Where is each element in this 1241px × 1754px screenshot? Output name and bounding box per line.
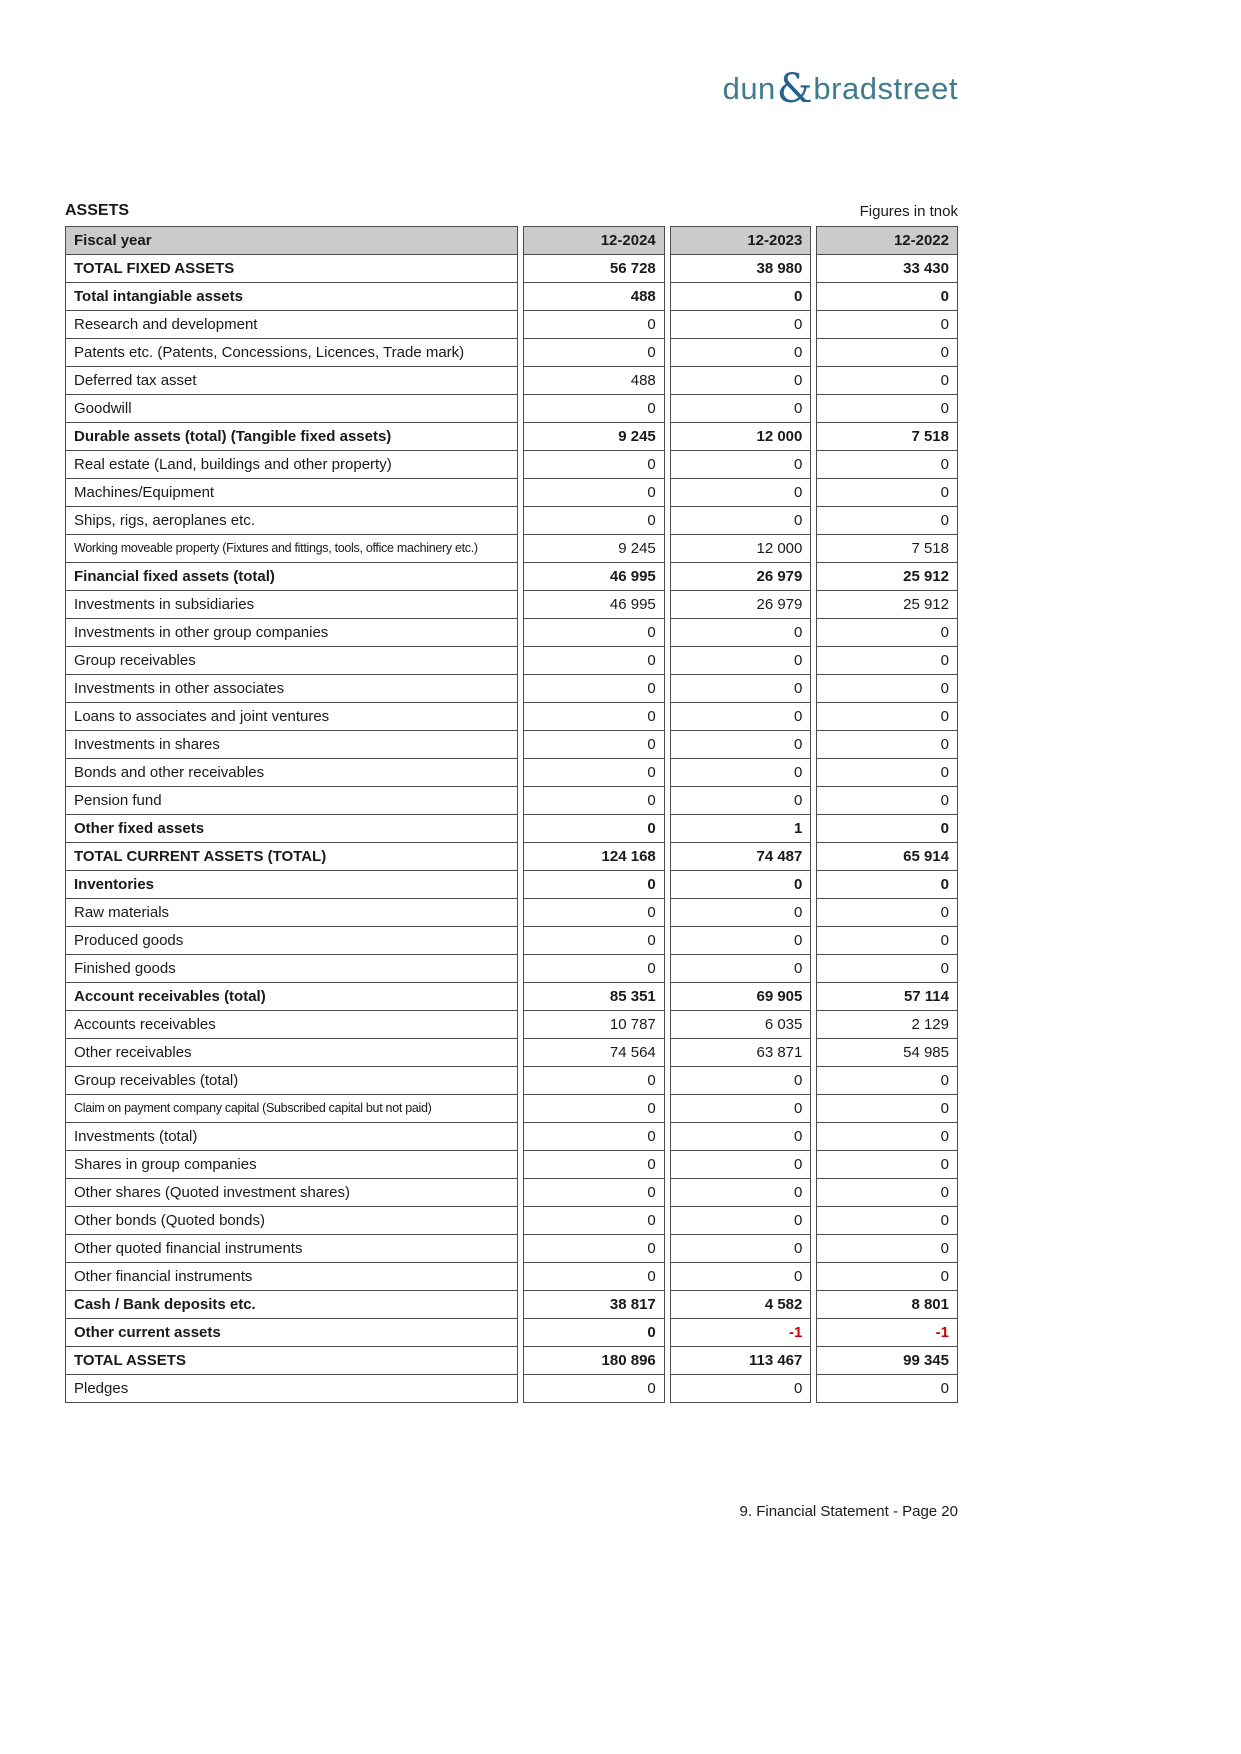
row-value: 10 787 — [523, 1011, 665, 1039]
row-value: 0 — [816, 1263, 958, 1291]
table-row — [65, 1011, 958, 1039]
table-row — [65, 1319, 958, 1347]
table-row — [65, 367, 958, 395]
row-label: TOTAL ASSETS — [65, 1347, 518, 1375]
logo-ampersand-icon: & — [776, 66, 813, 112]
row-value: 6 035 — [670, 1011, 812, 1039]
row-label: TOTAL CURRENT ASSETS (TOTAL) — [65, 843, 518, 871]
row-label: Patents etc. (Patents, Concessions, Licences, Trade mark) — [65, 339, 518, 367]
row-value: 65 914 — [816, 843, 958, 871]
table-row — [65, 1039, 958, 1067]
row-label: Investments (total) — [65, 1123, 518, 1151]
row-label: Shares in group companies — [65, 1151, 518, 1179]
row-label: Inventories — [65, 871, 518, 899]
row-value: 0 — [523, 1375, 665, 1403]
row-value: 0 — [523, 759, 665, 787]
row-value: 0 — [670, 1179, 812, 1207]
row-value: 0 — [523, 787, 665, 815]
table-row — [65, 395, 958, 423]
table-row — [65, 1263, 958, 1291]
row-value: 0 — [816, 1123, 958, 1151]
row-value: 0 — [523, 507, 665, 535]
row-label: Other bonds (Quoted bonds) — [65, 1207, 518, 1235]
table-row — [65, 507, 958, 535]
table-row — [65, 479, 958, 507]
row-value: 0 — [670, 1067, 812, 1095]
row-value: 0 — [670, 283, 812, 311]
row-label: Bonds and other receivables — [65, 759, 518, 787]
row-label: Real estate (Land, buildings and other property) — [65, 451, 518, 479]
row-value: 488 — [523, 367, 665, 395]
row-value: 0 — [670, 955, 812, 983]
col-header-12-2022: 12-2022 — [816, 226, 958, 255]
row-value: 0 — [816, 479, 958, 507]
row-value: 8 801 — [816, 1291, 958, 1319]
row-label: Machines/Equipment — [65, 479, 518, 507]
row-value: 124 168 — [523, 843, 665, 871]
row-label: Group receivables — [65, 647, 518, 675]
row-label: TOTAL FIXED ASSETS — [65, 255, 518, 283]
assets-table — [60, 226, 963, 1403]
row-value: 0 — [816, 311, 958, 339]
row-value: 113 467 — [670, 1347, 812, 1375]
row-value: 0 — [670, 1235, 812, 1263]
row-label: Working moveable property (Fixtures and fittings, tools, office machinery etc.) — [65, 535, 518, 563]
row-label: Other shares (Quoted investment shares) — [65, 1179, 518, 1207]
table-row — [65, 647, 958, 675]
row-value: 0 — [816, 1207, 958, 1235]
table-row — [65, 1067, 958, 1095]
figures-unit-note: Figures in tnok — [859, 203, 958, 220]
row-value: 0 — [670, 759, 812, 787]
row-label: Cash / Bank deposits etc. — [65, 1291, 518, 1319]
table-row — [65, 1123, 958, 1151]
row-label: Financial fixed assets (total) — [65, 563, 518, 591]
row-value: 0 — [816, 507, 958, 535]
row-value: 0 — [523, 647, 665, 675]
row-label: Other fixed assets — [65, 815, 518, 843]
col-header-12-2024: 12-2024 — [523, 226, 665, 255]
row-value: 0 — [670, 339, 812, 367]
row-value: 38 817 — [523, 1291, 665, 1319]
row-value: 0 — [816, 871, 958, 899]
row-value: 54 985 — [816, 1039, 958, 1067]
table-row — [65, 283, 958, 311]
row-value: 0 — [816, 815, 958, 843]
row-label: Investments in other associates — [65, 675, 518, 703]
table-row — [65, 1291, 958, 1319]
row-value: 0 — [816, 395, 958, 423]
table-row — [65, 983, 958, 1011]
row-value: 0 — [816, 283, 958, 311]
row-value: 0 — [670, 619, 812, 647]
row-value: 0 — [670, 703, 812, 731]
table-row — [65, 1375, 958, 1403]
row-value: 0 — [523, 1319, 665, 1347]
row-value: 0 — [523, 1095, 665, 1123]
row-value: 26 979 — [670, 591, 812, 619]
row-value: 0 — [523, 1263, 665, 1291]
table-row — [65, 451, 958, 479]
row-value: 0 — [523, 1067, 665, 1095]
row-value: 0 — [670, 927, 812, 955]
row-value: 0 — [816, 451, 958, 479]
page-footer: 9. Financial Statement - Page 20 — [739, 1503, 958, 1520]
table-header-row — [65, 226, 958, 255]
row-value: 180 896 — [523, 1347, 665, 1375]
row-value: 46 995 — [523, 563, 665, 591]
table-row — [65, 927, 958, 955]
row-value: 2 129 — [816, 1011, 958, 1039]
table-row — [65, 591, 958, 619]
row-value: 0 — [523, 395, 665, 423]
row-value: 0 — [670, 367, 812, 395]
row-value: 0 — [816, 675, 958, 703]
row-value: 0 — [670, 731, 812, 759]
row-value: 7 518 — [816, 535, 958, 563]
row-label: Accounts receivables — [65, 1011, 518, 1039]
row-value: 0 — [816, 339, 958, 367]
row-value: 0 — [670, 1263, 812, 1291]
table-row — [65, 703, 958, 731]
row-value: 26 979 — [670, 563, 812, 591]
row-value: 0 — [523, 1123, 665, 1151]
logo-text-dun: dun — [722, 71, 776, 106]
row-value: 0 — [670, 871, 812, 899]
row-value: 0 — [816, 367, 958, 395]
row-value: 0 — [670, 675, 812, 703]
row-value: 0 — [670, 1151, 812, 1179]
logo-text-bradstreet: bradstreet — [813, 71, 958, 106]
row-value: 0 — [670, 395, 812, 423]
row-value: 0 — [670, 311, 812, 339]
row-value: 0 — [523, 871, 665, 899]
row-value: 1 — [670, 815, 812, 843]
row-value: 0 — [816, 955, 958, 983]
row-value: 0 — [670, 787, 812, 815]
row-value: 9 245 — [523, 535, 665, 563]
row-value: 57 114 — [816, 983, 958, 1011]
row-value: -1 — [816, 1319, 958, 1347]
row-value: 12 000 — [670, 535, 812, 563]
row-value: 99 345 — [816, 1347, 958, 1375]
table-row — [65, 731, 958, 759]
row-value: 0 — [523, 1235, 665, 1263]
row-value: 0 — [816, 703, 958, 731]
row-value: 7 518 — [816, 423, 958, 451]
row-label: Investments in other group companies — [65, 619, 518, 647]
row-value: 74 487 — [670, 843, 812, 871]
row-value: 0 — [523, 451, 665, 479]
row-label: Investments in shares — [65, 731, 518, 759]
row-value: 0 — [816, 1235, 958, 1263]
row-label: Other receivables — [65, 1039, 518, 1067]
row-value: 0 — [670, 507, 812, 535]
row-value: 0 — [670, 899, 812, 927]
assets-table-body — [65, 255, 958, 1403]
row-value: 0 — [816, 1151, 958, 1179]
row-value: 0 — [816, 1375, 958, 1403]
row-value: 0 — [816, 759, 958, 787]
page-content — [65, 0, 958, 1520]
row-value: 33 430 — [816, 255, 958, 283]
row-value: 4 582 — [670, 1291, 812, 1319]
table-row — [65, 759, 958, 787]
row-value: 25 912 — [816, 563, 958, 591]
row-value: 0 — [816, 927, 958, 955]
table-row — [65, 255, 958, 283]
row-label: Produced goods — [65, 927, 518, 955]
table-row — [65, 1179, 958, 1207]
table-row — [65, 1235, 958, 1263]
table-row — [65, 1151, 958, 1179]
table-row — [65, 815, 958, 843]
row-value: 0 — [816, 731, 958, 759]
row-value: 85 351 — [523, 983, 665, 1011]
row-value: 0 — [523, 619, 665, 647]
row-value: 0 — [523, 927, 665, 955]
row-value: 0 — [523, 675, 665, 703]
row-label: Research and development — [65, 311, 518, 339]
row-label: Pension fund — [65, 787, 518, 815]
row-value: 0 — [670, 1095, 812, 1123]
row-value: 0 — [816, 1095, 958, 1123]
table-row — [65, 339, 958, 367]
row-value: 25 912 — [816, 591, 958, 619]
row-label: Deferred tax asset — [65, 367, 518, 395]
row-value: 0 — [670, 451, 812, 479]
table-row — [65, 1347, 958, 1375]
row-value: 0 — [670, 1123, 812, 1151]
row-value: 0 — [816, 647, 958, 675]
row-label: Durable assets (total) (Tangible fixed assets) — [65, 423, 518, 451]
table-row — [65, 563, 958, 591]
table-row — [65, 423, 958, 451]
row-value: 0 — [523, 703, 665, 731]
table-row — [65, 535, 958, 563]
row-value: 0 — [670, 1207, 812, 1235]
row-label: Goodwill — [65, 395, 518, 423]
row-value: 0 — [523, 1207, 665, 1235]
row-value: 488 — [523, 283, 665, 311]
row-value: 38 980 — [670, 255, 812, 283]
row-value: 46 995 — [523, 591, 665, 619]
row-label: Other current assets — [65, 1319, 518, 1347]
row-value: 0 — [670, 479, 812, 507]
row-value: 0 — [523, 1151, 665, 1179]
row-value: 0 — [816, 787, 958, 815]
row-value: 0 — [523, 339, 665, 367]
row-value: -1 — [670, 1319, 812, 1347]
row-value: 0 — [523, 899, 665, 927]
row-value: 69 905 — [670, 983, 812, 1011]
row-label: Ships, rigs, aeroplanes etc. — [65, 507, 518, 535]
table-row — [65, 1207, 958, 1235]
section-title: ASSETS — [65, 202, 130, 219]
row-value: 0 — [523, 815, 665, 843]
row-value: 0 — [523, 479, 665, 507]
row-label: Loans to associates and joint ventures — [65, 703, 518, 731]
row-value: 9 245 — [523, 423, 665, 451]
table-row — [65, 843, 958, 871]
table-row — [65, 1095, 958, 1123]
row-value: 12 000 — [670, 423, 812, 451]
col-header-fiscal-year: Fiscal year — [65, 226, 518, 255]
row-label: Account receivables (total) — [65, 983, 518, 1011]
row-value: 63 871 — [670, 1039, 812, 1067]
row-value: 0 — [523, 731, 665, 759]
row-value: 0 — [523, 1179, 665, 1207]
row-label: Investments in subsidiaries — [65, 591, 518, 619]
row-value: 0 — [670, 1375, 812, 1403]
table-row — [65, 675, 958, 703]
row-value: 0 — [523, 311, 665, 339]
col-header-12-2023: 12-2023 — [670, 226, 812, 255]
row-value: 0 — [816, 1067, 958, 1095]
row-label: Raw materials — [65, 899, 518, 927]
assets-table-head — [65, 226, 958, 255]
table-row — [65, 871, 958, 899]
row-label: Pledges — [65, 1375, 518, 1403]
row-value: 74 564 — [523, 1039, 665, 1067]
table-row — [65, 311, 958, 339]
table-title-line — [65, 202, 958, 226]
table-row — [65, 899, 958, 927]
row-value: 0 — [670, 647, 812, 675]
dun-and-bradstreet-logo — [65, 68, 958, 110]
row-value: 0 — [816, 1179, 958, 1207]
row-value: 0 — [816, 619, 958, 647]
row-label: Other quoted financial instruments — [65, 1235, 518, 1263]
row-label: Other financial instruments — [65, 1263, 518, 1291]
row-label: Total intangiable assets — [65, 283, 518, 311]
table-row — [65, 955, 958, 983]
row-label: Claim on payment company capital (Subscribed capital but not paid) — [65, 1095, 518, 1123]
row-label: Finished goods — [65, 955, 518, 983]
table-row — [65, 787, 958, 815]
row-value: 0 — [523, 955, 665, 983]
table-row — [65, 619, 958, 647]
row-label: Group receivables (total) — [65, 1067, 518, 1095]
row-value: 0 — [816, 899, 958, 927]
row-value: 56 728 — [523, 255, 665, 283]
